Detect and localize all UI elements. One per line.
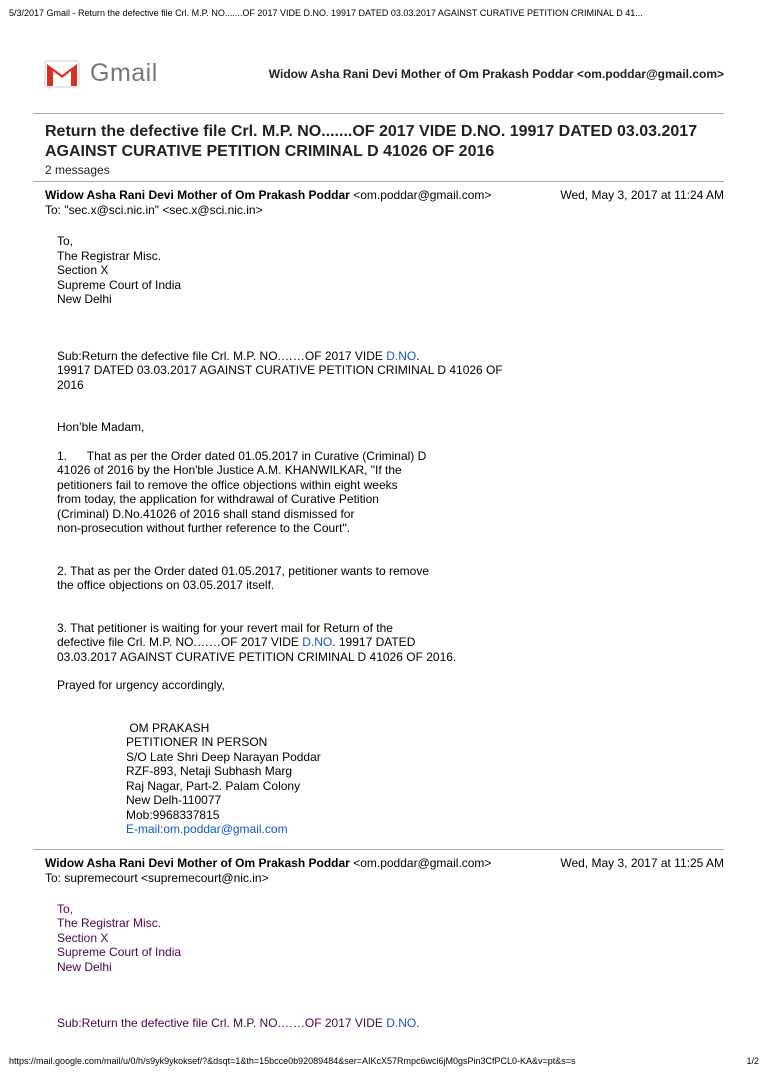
gmail-logo-icon bbox=[44, 60, 80, 88]
paragraph-line: 1. That as per the Order dated 01.05.2017 in Curative (Criminal) D bbox=[57, 448, 427, 463]
paragraph-line: 41026 of 2016 by the Hon'ble Justice A.M. KHANWILKAR, "If the bbox=[57, 463, 402, 477]
message-header bbox=[33, 182, 724, 218]
signature-line: Raj Nagar, Part-2. Palam Colony bbox=[126, 778, 301, 793]
email-print-page bbox=[33, 54, 724, 1031]
dno-link[interactable]: D.NO bbox=[302, 635, 333, 649]
paragraph-line: (Criminal) D.No.41026 of 2016 shall stand dismissed for bbox=[57, 506, 355, 521]
page-url: https://mail.google.com/mail/u/0/h/s9yk9ykoksef/?&dsqt=1&th=15bcce0b92089484&ser=AIKcX57Rmpc6wcl6jM0gsPin3CfPCL0-KA&v=pt&s=s bbox=[9, 1056, 576, 1066]
sender-name: Widow Asha Rani Devi Mother of Om Prakash Poddar bbox=[45, 855, 350, 870]
address-line: The Registrar Misc. bbox=[57, 916, 162, 930]
address-line: Section X bbox=[57, 930, 109, 945]
address-line: New Delhi bbox=[57, 292, 112, 306]
recipients: To: "sec.x@sci.nic.in" <sec.x@sci.nic.in> bbox=[45, 203, 263, 217]
subject-line bbox=[57, 1016, 724, 1031]
subject-line: 2016 bbox=[57, 377, 84, 392]
paragraph-text: defective file Crl. M.P. NO.……OF 2017 VIDE bbox=[57, 635, 303, 649]
account-name: Widow Asha Rani Devi Mother of Om Prakash Poddar <om.poddar@gmail.com> bbox=[268, 67, 724, 81]
greeting: Hon’ble Madam, bbox=[57, 420, 145, 434]
address-line: To, bbox=[57, 234, 74, 248]
address-line: To, bbox=[57, 901, 74, 916]
message-count: 2 messages bbox=[45, 163, 110, 177]
signature-line: New Delh-110077 bbox=[126, 793, 222, 807]
subject-text: . bbox=[416, 348, 420, 363]
thread-subject: Return the defective file Crl. M.P. NO.......OF 2017 VIDE D.NO. 19917 DATED 03.03.2017 AGAINST CURATIVE PETITION CRIMINAL D 41026 OF 2016 bbox=[45, 123, 698, 160]
signature-email-link[interactable]: E-mail:om.poddar@gmail.com bbox=[126, 822, 288, 836]
page-number: 1/2 bbox=[746, 1056, 759, 1066]
signature-line: PETITIONER IN PERSON bbox=[126, 735, 268, 749]
address-line: Section X bbox=[57, 263, 109, 277]
paragraph-line: the office objections on 03.05.2017 itself. bbox=[57, 578, 275, 592]
subject-text: Sub:Return the defective file Crl. M.P. NO.……OF 2017 VIDE bbox=[57, 1016, 387, 1030]
signature-line: Mob:9968337815 bbox=[126, 807, 220, 822]
sender-email: <om.poddar@gmail.com> bbox=[353, 855, 492, 870]
app-name: Gmail bbox=[90, 59, 158, 87]
subject-line: 19917 DATED 03.03.2017 AGAINST CURATIVE PETITION CRIMINAL D 41026 OF bbox=[57, 363, 503, 377]
dno-link[interactable]: D.NO bbox=[386, 1016, 417, 1030]
recipients: To: supremecourt <supremecourt@nic.in> bbox=[45, 870, 269, 885]
sender-email: <om.poddar@gmail.com> bbox=[353, 188, 492, 202]
paragraph-line: 03.03.2017 AGAINST CURATIVE PETITION CRIMINAL D 41026 OF 2016. bbox=[57, 649, 457, 664]
thread-header bbox=[33, 114, 724, 181]
print-header: 5/3/2017 Gmail - Return the defective file Crl. M.P. NO.......OF 2017 VIDE D.NO. 19917 DATED 03.03.2017 AGAINST CURATIVE PETITION CRIMINAL D 41... bbox=[9, 8, 643, 18]
message-date: Wed, May 3, 2017 at 11:25 AM bbox=[560, 855, 724, 870]
paragraph-line: petitioners fail to remove the office objections within eight weeks bbox=[57, 477, 398, 492]
signature-line: OM PRAKASH bbox=[126, 720, 210, 735]
top-bar bbox=[33, 54, 724, 94]
paragraph-line: from today, the application for withdrawal of Curative Petition bbox=[57, 492, 379, 506]
print-footer bbox=[9, 1056, 759, 1066]
dno-link[interactable]: D.NO bbox=[386, 348, 417, 363]
address-line: The Registrar Misc. bbox=[57, 248, 162, 263]
address-line: New Delhi bbox=[57, 959, 112, 974]
paragraph-text: . 19917 DATED bbox=[332, 635, 416, 649]
subject-line bbox=[57, 349, 724, 364]
paragraph-line bbox=[57, 635, 724, 650]
closing: Prayed for urgency accordingly, bbox=[57, 678, 225, 692]
address-line: Supreme Court of India bbox=[57, 277, 182, 292]
sender-name: Widow Asha Rani Devi Mother of Om Prakash Poddar bbox=[45, 188, 350, 202]
subject-text: . bbox=[416, 1016, 420, 1030]
subject-text: Sub:Return the defective file Crl. M.P. NO.……OF 2017 VIDE bbox=[57, 348, 387, 363]
signature-line: S/O Late Shri Deep Narayan Poddar bbox=[126, 749, 321, 764]
message-body bbox=[33, 234, 724, 837]
signature bbox=[57, 721, 724, 837]
message-header bbox=[33, 850, 724, 886]
paragraph-line: 2. That as per the Order dated 01.05.2017, petitioner wants to remove bbox=[57, 563, 430, 578]
message bbox=[33, 182, 724, 837]
paragraph-line: 3. That petitioner is waiting for your revert mail for Return of the bbox=[57, 620, 393, 635]
signature-line: RZF-893, Netaji Subhash Marg bbox=[126, 764, 293, 778]
gmail-logo[interactable] bbox=[44, 59, 158, 88]
message-body bbox=[33, 902, 724, 1031]
address-line: Supreme Court of India bbox=[57, 945, 182, 959]
message bbox=[33, 849, 724, 1031]
paragraph-line: non-prosecution without further reference to the Court". bbox=[57, 521, 351, 535]
message-date: Wed, May 3, 2017 at 11:24 AM bbox=[560, 188, 724, 202]
